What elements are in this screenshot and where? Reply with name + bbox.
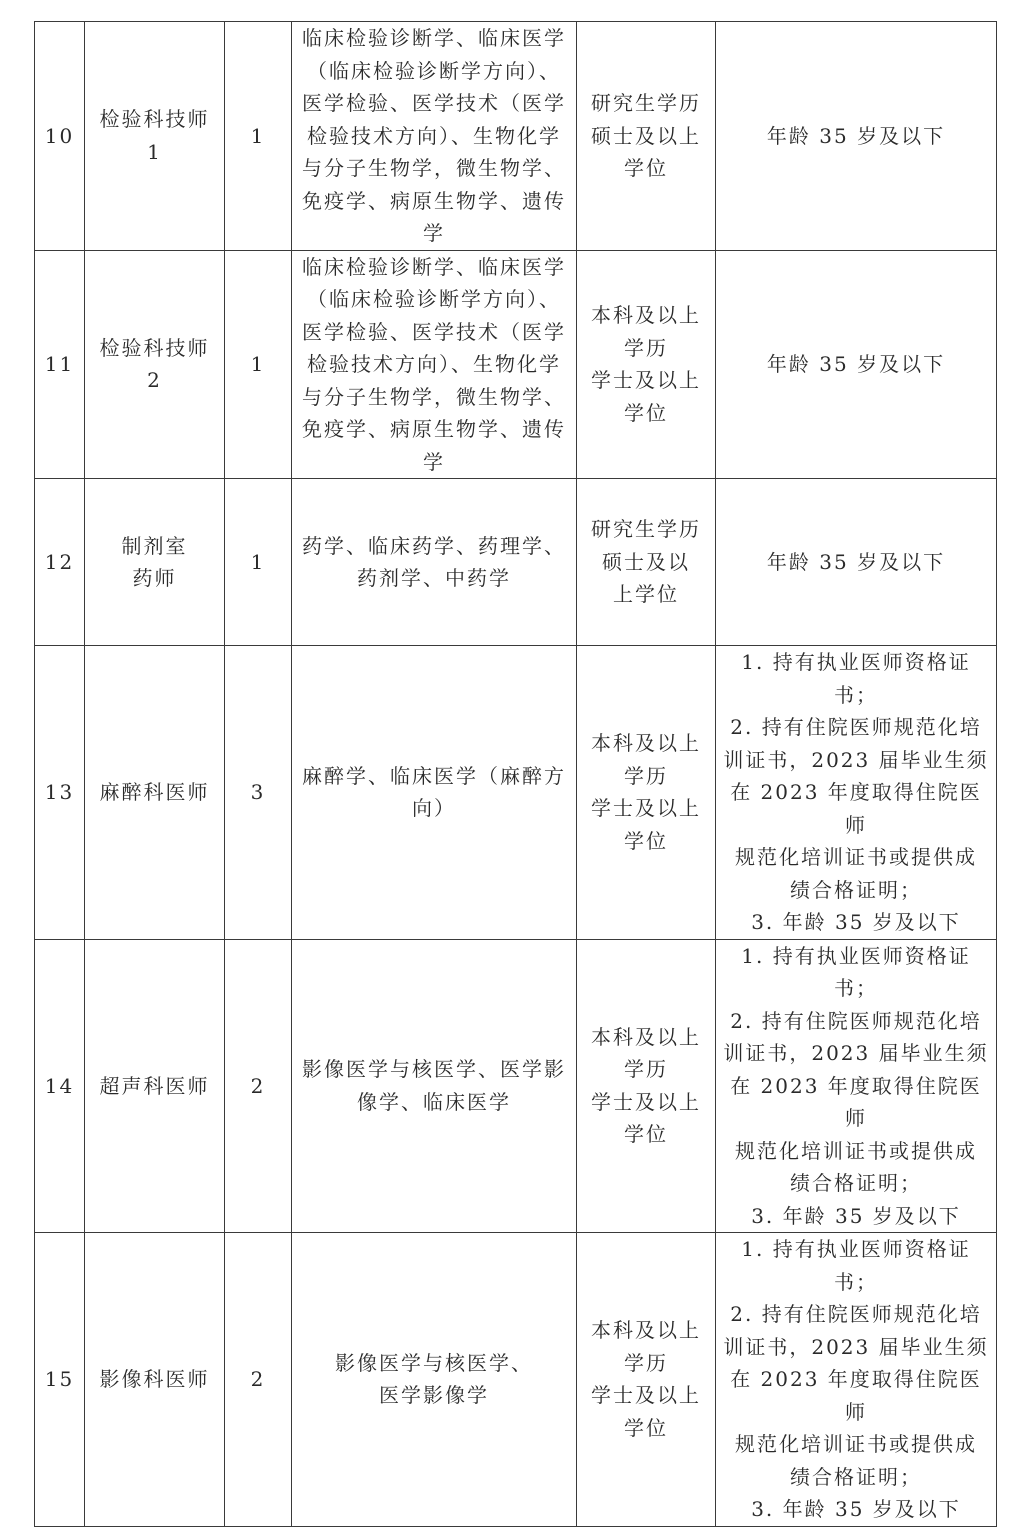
education-requirement — [577, 22, 716, 251]
cell-line: 研究生学历 — [591, 517, 701, 542]
cell-line: 影像医学与核医学、 — [335, 1350, 533, 1375]
cell-line: 本科及以上 — [591, 1318, 701, 1343]
cell-line: 年龄 35 岁及以下 — [766, 549, 946, 574]
education-requirement — [577, 939, 716, 1233]
cell-line: 医学影像学 — [379, 1383, 489, 1408]
cell-line: 影像医学与核医学、医学影 — [302, 1057, 566, 1082]
cell-line: 硕士及以 — [602, 549, 690, 574]
cell-line: 学位 — [624, 1122, 668, 1147]
table-row — [35, 479, 997, 646]
cell-line: 像学、临床医学 — [357, 1089, 511, 1114]
row-number: 13 — [35, 646, 85, 940]
cell-line: 学历 — [624, 1350, 668, 1375]
cell-line: 麻醉学、临床医学（麻醉方 — [302, 763, 566, 788]
hire-count: 3 — [225, 646, 292, 940]
table-row — [35, 250, 997, 479]
row-number: 15 — [35, 1233, 85, 1527]
cell-line: 研究生学历 — [591, 91, 701, 115]
cell-line: 临床检验诊断学、临床医学 — [302, 26, 566, 50]
cell-line: 麻醉科医师 — [99, 780, 210, 804]
row-number: 10 — [35, 22, 85, 251]
cell-line: 书； — [834, 682, 878, 707]
cell-line: 向） — [412, 796, 456, 821]
major-requirement — [292, 479, 577, 646]
cell-line: 学 — [423, 449, 445, 474]
cell-line: 医学检验、医学技术（医学 — [302, 319, 566, 344]
cell-line: 制剂室 — [121, 533, 188, 558]
other-requirements — [716, 22, 997, 251]
cell-line: 3. 年龄 35 岁及以下 — [751, 1203, 961, 1228]
education-requirement — [577, 479, 716, 646]
cell-line: 2 — [147, 368, 162, 393]
cell-line: 学士及以上 — [591, 796, 701, 821]
cell-line: 学士及以上 — [591, 368, 701, 393]
cell-line: 训证书，2023 届毕业生须 — [723, 1334, 989, 1359]
hire-count: 1 — [225, 22, 292, 251]
cell-line: 1. 持有执业医师资格证 — [741, 650, 971, 674]
cell-line: 规范化培训证书或提供成 — [735, 845, 977, 869]
cell-line: 临床检验诊断学、临床医学 — [302, 254, 566, 279]
cell-line: 1. 持有执业医师资格证 — [741, 943, 971, 968]
table-row — [35, 1233, 997, 1527]
major-requirement — [292, 22, 577, 251]
cell-line: 训证书，2023 届毕业生须 — [723, 747, 989, 772]
other-requirements — [716, 479, 997, 646]
major-requirement — [292, 939, 577, 1233]
cell-line: 药师 — [132, 566, 177, 590]
cell-line: 影像科医师 — [99, 1367, 210, 1391]
cell-line: 免疫学、病原生物学、遗传 — [302, 417, 566, 441]
cell-line: 学位 — [624, 156, 668, 180]
cell-line: 本科及以上 — [591, 731, 701, 756]
row-number: 14 — [35, 939, 85, 1233]
hire-count: 2 — [225, 1233, 292, 1527]
cell-line: 学历 — [624, 1057, 668, 1082]
cell-line: 绩合格证明； — [790, 877, 922, 902]
cell-line: （临床检验诊断学方向）、 — [307, 58, 561, 83]
post-name — [85, 22, 225, 251]
education-requirement — [577, 250, 716, 479]
major-requirement — [292, 250, 577, 479]
major-requirement — [292, 646, 577, 940]
cell-line: 学位 — [624, 828, 668, 853]
cell-line: 1. 持有执业医师资格证 — [741, 1237, 971, 1261]
cell-line: 绩合格证明； — [790, 1171, 922, 1195]
hire-count: 2 — [225, 939, 292, 1233]
hire-count: 1 — [225, 479, 292, 646]
row-number: 12 — [35, 479, 85, 646]
cell-line: 1 — [147, 139, 162, 164]
cell-line: 年龄 35 岁及以下 — [766, 123, 946, 148]
cell-line: 训证书，2023 届毕业生须 — [723, 1041, 989, 1065]
cell-line: 规范化培训证书或提供成 — [735, 1432, 977, 1456]
table-body — [35, 22, 997, 1527]
cell-line: 2. 持有住院医师规范化培 — [730, 1008, 982, 1033]
table-row — [35, 22, 997, 251]
cell-line: 学 — [423, 221, 445, 245]
cell-line: 检验技术方向）、生物化学 — [307, 123, 561, 148]
cell-line: 绩合格证明； — [790, 1464, 922, 1489]
cell-line: 在 2023 年度取得住院医师 — [730, 780, 982, 837]
post-name — [85, 646, 225, 940]
cell-line: 免疫学、病原生物学、遗传 — [302, 188, 566, 213]
cell-line: 年龄 35 岁及以下 — [766, 352, 946, 376]
cell-line: 本科及以上 — [591, 303, 701, 328]
row-number: 11 — [35, 250, 85, 479]
cell-line: 上学位 — [613, 582, 679, 607]
cell-line: 与分子生物学，微生物学、 — [302, 384, 566, 409]
post-name — [85, 1233, 225, 1527]
other-requirements — [716, 939, 997, 1233]
cell-line: 药剂学、中药学 — [357, 566, 511, 590]
post-name — [85, 250, 225, 479]
cell-line: 检验科技师 — [99, 335, 210, 360]
cell-line: 2. 持有住院医师规范化培 — [730, 1302, 982, 1326]
recruitment-table — [34, 21, 997, 1527]
cell-line: 书； — [834, 976, 878, 1000]
cell-line: 在 2023 年度取得住院医师 — [730, 1073, 982, 1130]
education-requirement — [577, 646, 716, 940]
cell-line: 与分子生物学，微生物学、 — [302, 156, 566, 180]
education-requirement — [577, 1233, 716, 1527]
cell-line: 学位 — [624, 400, 668, 425]
cell-line: 硕士及以上 — [591, 123, 701, 148]
cell-line: 药学、临床药学、药理学、 — [302, 533, 566, 558]
cell-line: 规范化培训证书或提供成 — [735, 1138, 977, 1163]
cell-line: 本科及以上 — [591, 1024, 701, 1049]
other-requirements — [716, 250, 997, 479]
cell-line: 学历 — [624, 763, 668, 788]
cell-line: 检验技术方向）、生物化学 — [307, 352, 561, 376]
post-name — [85, 939, 225, 1233]
other-requirements — [716, 646, 997, 940]
cell-line: 2. 持有住院医师规范化培 — [730, 715, 982, 739]
cell-line: 检验科技师 — [99, 107, 210, 132]
table-row — [35, 646, 997, 940]
cell-line: 书； — [834, 1269, 878, 1294]
cell-line: 3. 年龄 35 岁及以下 — [751, 1497, 961, 1521]
cell-line: （临床检验诊断学方向）、 — [307, 287, 561, 311]
major-requirement — [292, 1233, 577, 1527]
cell-line: 3. 年龄 35 岁及以下 — [751, 910, 961, 934]
cell-line: 超声科医师 — [99, 1073, 210, 1098]
cell-line: 学历 — [624, 335, 668, 360]
cell-line: 在 2023 年度取得住院医师 — [730, 1367, 982, 1424]
cell-line: 学士及以上 — [591, 1089, 701, 1114]
cell-line: 学士及以上 — [591, 1383, 701, 1408]
hire-count: 1 — [225, 250, 292, 479]
other-requirements — [716, 1233, 997, 1527]
post-name — [85, 479, 225, 646]
cell-line: 学位 — [624, 1415, 668, 1440]
table-row — [35, 939, 997, 1233]
cell-line: 医学检验、医学技术（医学 — [302, 91, 566, 115]
